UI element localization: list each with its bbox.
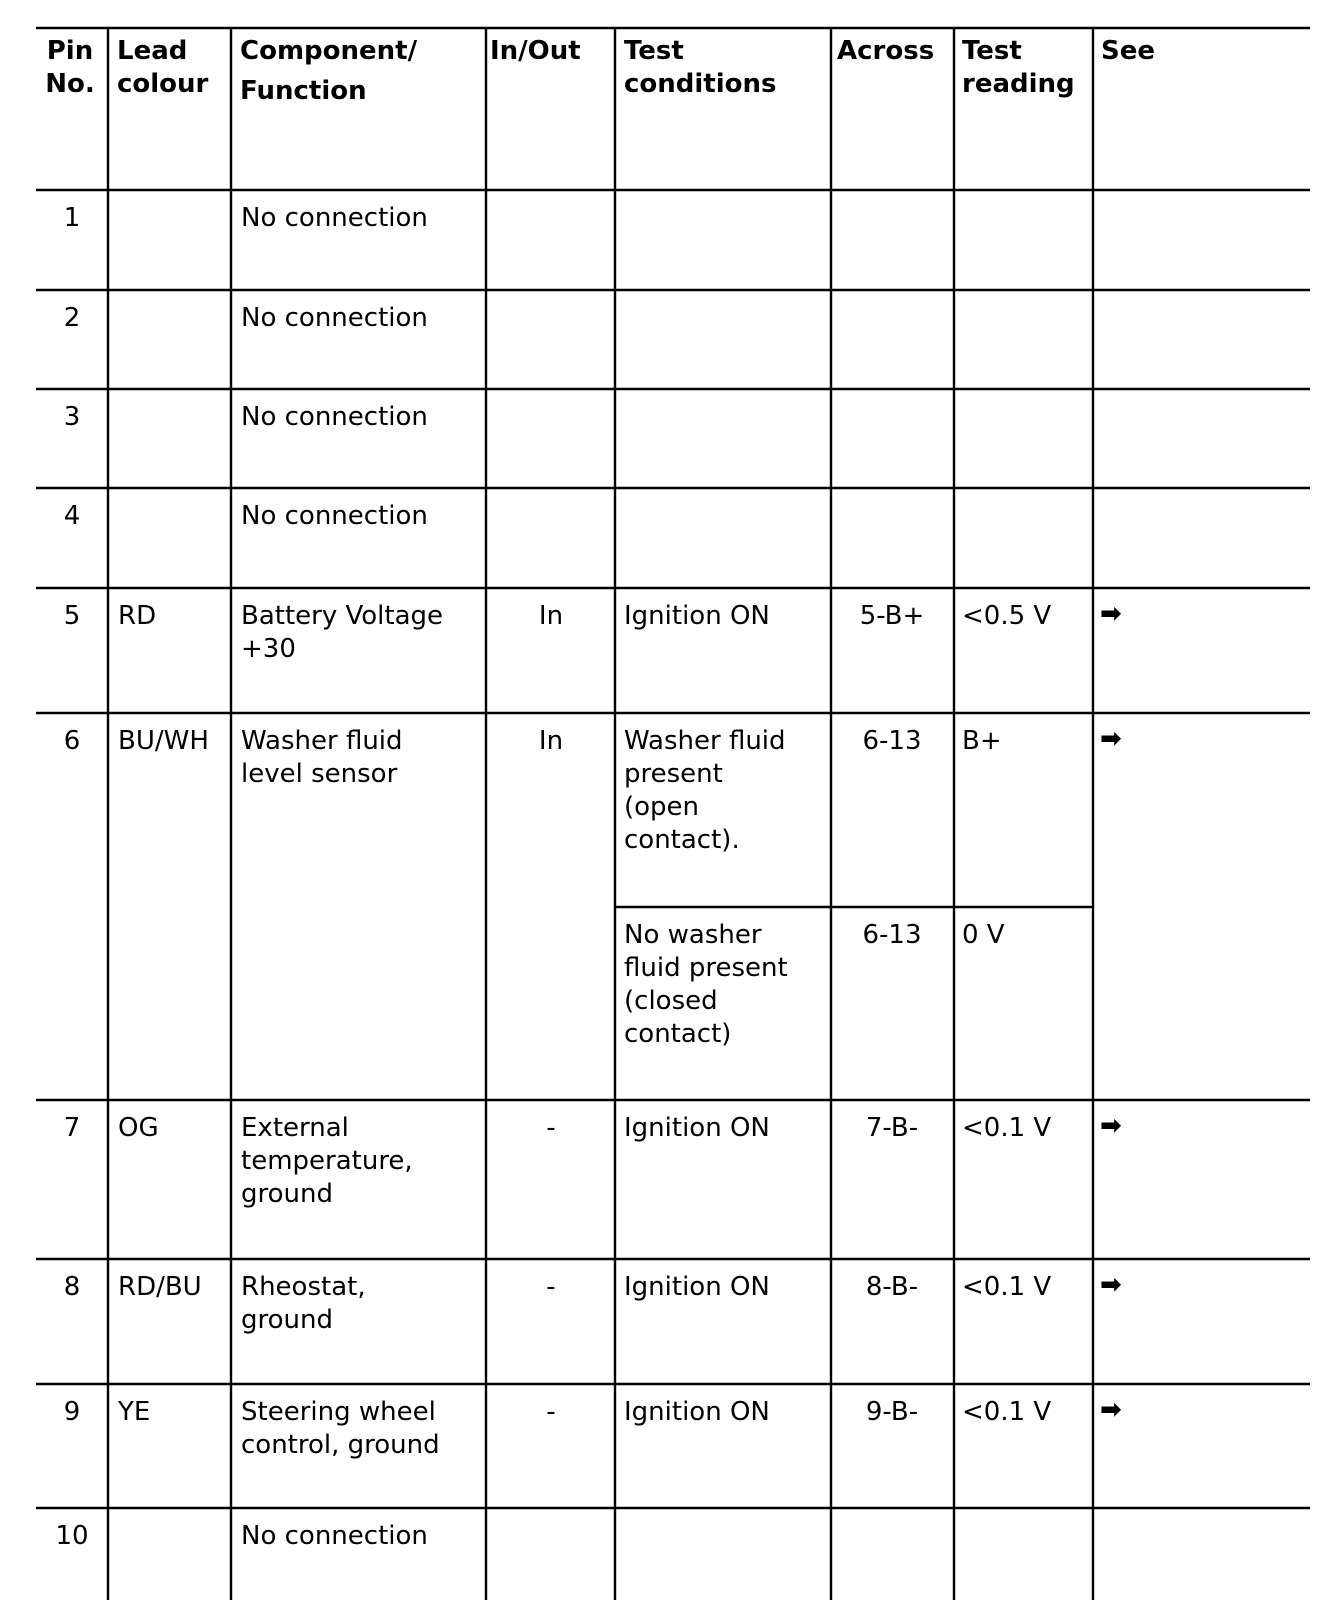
see-arrow-icon: ➡ [1100,599,1122,629]
header-across: Across [837,36,935,66]
pin-number: 10 [55,1521,89,1551]
lead-colour: BU/WH [118,726,209,756]
test-conditions: (closed [624,986,718,1016]
header-component-function: Component/ [240,36,418,66]
component-function: No connection [241,501,428,531]
component-function: External [241,1113,349,1143]
component-function: Washer fluid [241,726,403,756]
test-conditions: Ignition ON [624,1113,770,1143]
in-out: - [546,1113,556,1143]
lead-colour: YE [118,1397,151,1427]
pin-number: 3 [63,402,81,432]
component-function: No connection [241,203,428,233]
test-reading: B+ [962,726,1002,756]
component-function: Rheostat, [241,1272,366,1302]
test-conditions: Ignition ON [624,601,770,631]
header-test-reading: reading [962,69,1075,99]
test-conditions: present [624,759,723,789]
header-pin-no: No. [45,69,95,99]
across-pins: 6-13 [862,726,922,756]
header-component-function: Function [240,76,367,106]
header-lead-colour: colour [117,69,209,99]
test-conditions: No washer [624,920,762,950]
header-see: See [1101,36,1155,66]
component-function: ground [241,1179,333,1209]
pin-number: 7 [63,1113,81,1143]
pin-number: 6 [63,726,81,756]
see-arrow-icon: ➡ [1100,724,1122,754]
see-arrow-icon: ➡ [1100,1111,1122,1141]
header-test-conditions: conditions [624,69,777,99]
component-function: ground [241,1305,333,1335]
test-reading: <0.1 V [962,1272,1052,1302]
across-pins: 6-13 [862,920,922,950]
across-pins: 7-B- [865,1113,919,1143]
lead-colour: RD [118,601,157,631]
test-conditions: contact). [624,825,740,855]
header-test-conditions: Test [624,36,684,66]
test-reading: <0.1 V [962,1113,1052,1143]
component-function: No connection [241,303,428,333]
header-lead-colour: Lead [117,36,188,66]
test-reading: <0.5 V [962,601,1052,631]
pin-number: 2 [63,303,81,333]
lead-colour: OG [118,1113,159,1143]
in-out: In [538,726,564,756]
pin-number: 5 [63,601,81,631]
see-arrow-icon: ➡ [1100,1270,1122,1300]
test-conditions: contact) [624,1019,732,1049]
component-function: Battery Voltage [241,601,444,631]
test-reading: <0.1 V [962,1397,1052,1427]
test-conditions: Ignition ON [624,1397,770,1427]
pin-number: 8 [63,1272,81,1302]
in-out: In [538,601,564,631]
component-function: temperature, [241,1146,413,1176]
pin-number: 9 [63,1397,81,1427]
across-pins: 5-B+ [859,601,925,631]
in-out: - [546,1397,556,1427]
component-function: level sensor [241,759,398,789]
header-test-reading: Test [962,36,1022,66]
component-function: No connection [241,1521,428,1551]
component-function: Steering wheel [241,1397,436,1427]
across-pins: 8-B- [865,1272,919,1302]
component-function: control, ground [241,1430,440,1460]
component-function: +30 [241,634,296,664]
in-out: - [546,1272,556,1302]
lead-colour: RD/BU [118,1272,202,1302]
test-reading: 0 V [962,920,1005,950]
see-arrow-icon: ➡ [1100,1395,1122,1425]
pin-number: 4 [63,501,81,531]
test-conditions: fluid present [624,953,788,983]
across-pins: 9-B- [865,1397,919,1427]
header-in-out: In/Out [490,36,581,66]
test-conditions: Ignition ON [624,1272,770,1302]
test-conditions: Washer fluid [624,726,786,756]
component-function: No connection [241,402,428,432]
test-conditions: (open [624,792,700,822]
pin-number: 1 [63,203,81,233]
header-pin-no: Pin [46,36,94,66]
